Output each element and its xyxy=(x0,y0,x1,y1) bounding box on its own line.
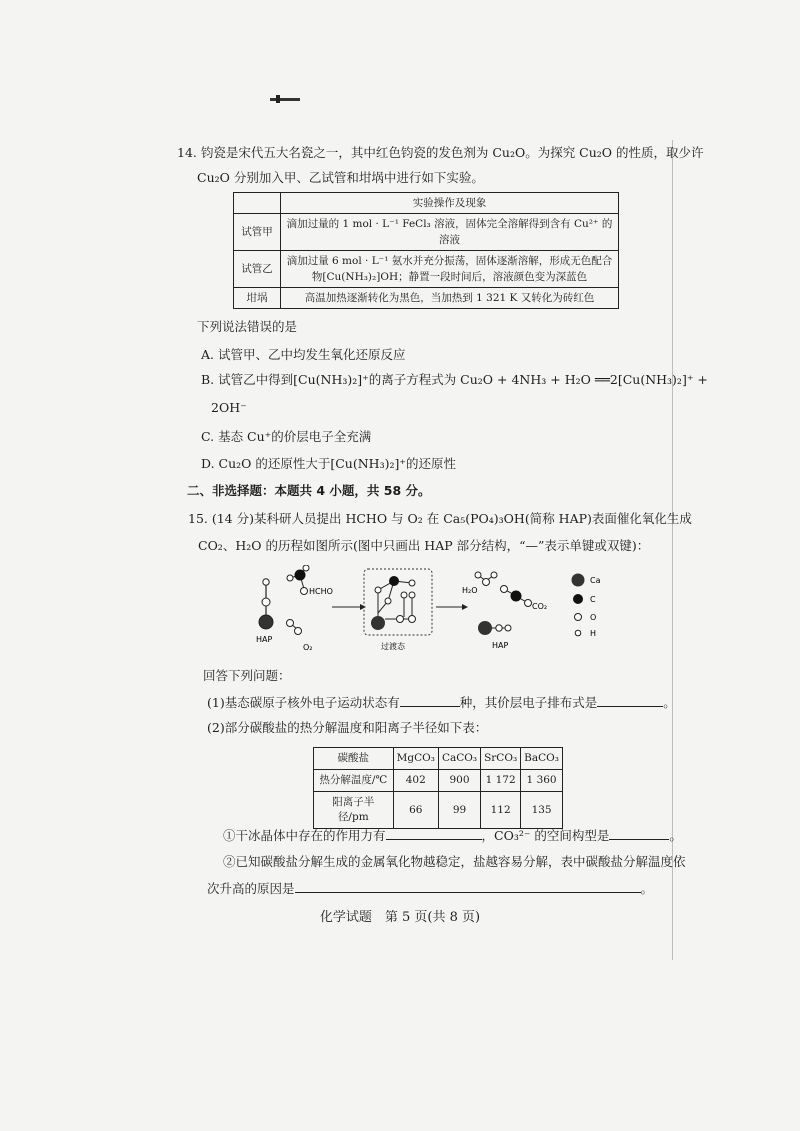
q15-stem-line1: 15. (14 分)某科研人员提出 HCHO 与 O₂ 在 Ca₅(PO₄)₃OH(简称 HAP)表面催化氧化生成 xyxy=(188,511,692,526)
q15-sub2-line2 xyxy=(207,879,653,898)
q14-option-d: D. Cu₂O 的还原性大于[Cu(NH₃)₂]⁺的还原性 xyxy=(201,456,456,471)
carbonate-header-3: SrCO₃ xyxy=(481,748,521,770)
o-atom-hcho xyxy=(301,588,308,595)
row-text-yi-line2: 物[Cu(NH₃)₂]OH；静置一段时间后，溶液颜色变为深蓝色 xyxy=(311,271,588,283)
ca-atom-left xyxy=(259,615,273,629)
h-atom-hcho-2 xyxy=(303,565,309,571)
carbonate-header-2: CaCO₃ xyxy=(438,748,480,770)
row-text-crucible: 高温加热逐渐转化为黑色，当加热到 1 321 K 又转化为砖红色 xyxy=(281,288,619,309)
q15-sub2-text: 次升高的原因是 xyxy=(207,881,295,896)
o2-atom-1 xyxy=(287,620,294,627)
label-h2o: H₂O xyxy=(462,586,478,595)
temp-label: 热分解温度/℃ xyxy=(314,770,394,792)
ca-atom-right xyxy=(478,621,492,635)
legend-h: H xyxy=(590,629,597,638)
q15-part1 xyxy=(207,693,676,712)
label-hcho: HCHO xyxy=(309,587,333,596)
legend-o: O xyxy=(590,613,597,622)
q15-sub2-line1: ②已知碳酸盐分解生成的金属氧化物越稳定，盐越容易分解，表中碳酸盐分解温度依 xyxy=(223,854,686,869)
diagram-legend xyxy=(572,574,601,639)
temp-srco3: 1 172 xyxy=(481,770,521,792)
q15-sub1-end: 。 xyxy=(669,828,682,843)
q14-option-b-line2: 2OH⁻ xyxy=(211,400,247,415)
c-atom-co2 xyxy=(511,591,522,602)
diagram-right-group xyxy=(462,572,547,650)
temp-baco3: 1 360 xyxy=(521,770,563,792)
section-heading: 二、非选择题：本题共 4 小题，共 58 分。 xyxy=(187,483,431,498)
answer-blank-valence-config[interactable] xyxy=(597,693,663,707)
radius-label: 阳离子半径/pm xyxy=(314,792,394,829)
page-footer: 化学试题 第 5 页(共 8 页) xyxy=(319,910,481,925)
carbonate-header-4: BaCO₃ xyxy=(521,748,563,770)
q15-part1-text-a: (1)基态碳原子核外电子运动状态有 xyxy=(207,695,400,710)
temp-caco3: 900 xyxy=(438,770,480,792)
answer-prompt: 回答下列问题： xyxy=(203,668,291,683)
q14-option-a: A. 试管甲、乙中均发生氧化还原反应 xyxy=(201,347,406,362)
label-hap-left: HAP xyxy=(256,635,273,644)
row-text-yi xyxy=(281,251,619,288)
answer-blank-geometry[interactable] xyxy=(609,826,669,840)
scan-artifact-mark xyxy=(276,95,280,103)
q14-question: 下列说法错误的是 xyxy=(197,319,298,334)
temp-mgco3: 402 xyxy=(393,770,438,792)
c-atom-transition xyxy=(389,576,399,586)
radius-ca: 99 xyxy=(438,792,480,829)
answer-blank-forces[interactable] xyxy=(386,826,482,840)
row-label-crucible: 坩埚 xyxy=(234,288,281,309)
q14-stem-line1: 14. 钧瓷是宋代五大名瓷之一，其中红色钧瓷的发色剂为 Cu₂O。为探究 Cu₂O 的性质，取少许 xyxy=(177,145,704,160)
q14-option-c: C. 基态 Cu⁺的价层电子全充满 xyxy=(201,429,372,444)
q15-sub1 xyxy=(223,826,682,845)
radius-mg: 66 xyxy=(393,792,438,829)
table-header: 实验操作及现象 xyxy=(281,193,619,214)
arrow-2 xyxy=(462,604,468,610)
row-label-jia: 试管甲 xyxy=(234,214,281,251)
radius-ba: 135 xyxy=(521,792,563,829)
q15-sub2-end: 。 xyxy=(640,881,654,896)
answer-blank-reason[interactable] xyxy=(295,879,641,893)
answer-blank-electron-states[interactable] xyxy=(400,693,460,707)
legend-c: C xyxy=(590,595,596,604)
carbonate-header-0: 碳酸盐 xyxy=(314,748,394,770)
q15-part1-text-b: 种，其价层电子排布式是 xyxy=(459,695,598,710)
carbonate-header-1: MgCO₃ xyxy=(393,748,438,770)
diagram-left-group xyxy=(256,565,333,652)
q14-experiment-table xyxy=(233,192,619,309)
q14-stem-line2: Cu₂O 分别加入甲、乙试管和坩埚中进行如下实验。 xyxy=(197,170,484,185)
h-atom-hcho xyxy=(287,575,293,581)
radius-sr: 112 xyxy=(481,792,521,829)
q15-sub1-text-a: ①干冰晶体中存在的作用力有 xyxy=(223,828,386,843)
diagram-transition-group xyxy=(364,569,432,651)
legend-ca: Ca xyxy=(590,576,601,585)
label-transition: 过渡态 xyxy=(381,642,405,651)
table-corner-cell xyxy=(234,193,281,214)
c-atom-hcho xyxy=(295,570,306,581)
label-hap-right: HAP xyxy=(492,641,509,650)
label-o2: O₂ xyxy=(303,643,313,652)
scan-artifact xyxy=(270,98,300,101)
row-text-jia: 滴加过量的 1 mol · L⁻¹ FeCl₃ 溶液，固体完全溶解得到含有 Cu²⁺ 的溶液 xyxy=(281,214,619,251)
ca-atom-transition xyxy=(371,616,385,630)
carbonate-table xyxy=(313,747,563,829)
q15-sub1-text-b: ，CO₃²⁻ 的空间构型是 xyxy=(481,828,610,843)
q15-stem-line2: CO₂、H₂O 的历程如图所示(图中只画出 HAP 部分结构，“—”表示单键或双键)： xyxy=(198,538,650,553)
reaction-mechanism-diagram xyxy=(240,565,620,660)
label-co2: CO₂ xyxy=(532,602,548,611)
row-label-yi: 试管乙 xyxy=(234,251,281,288)
q15-part1-end: 。 xyxy=(663,695,676,710)
q15-part2: (2)部分碳酸盐的热分解温度和阳离子半径如下表： xyxy=(207,720,488,735)
q14-option-b-line1: B. 试管乙中得到[Cu(NH₃)₂]⁺的离子方程式为 Cu₂O + 4NH₃ + H₂O ══2[Cu(NH₃)₂]⁺ + xyxy=(201,372,708,387)
arrow-1 xyxy=(360,604,366,610)
row-text-yi-line1: 滴加过量 6 mol · L⁻¹ 氨水并充分振荡，固体逐渐溶解，形成无色配合 xyxy=(286,255,613,267)
o2-atom-2 xyxy=(295,628,302,635)
